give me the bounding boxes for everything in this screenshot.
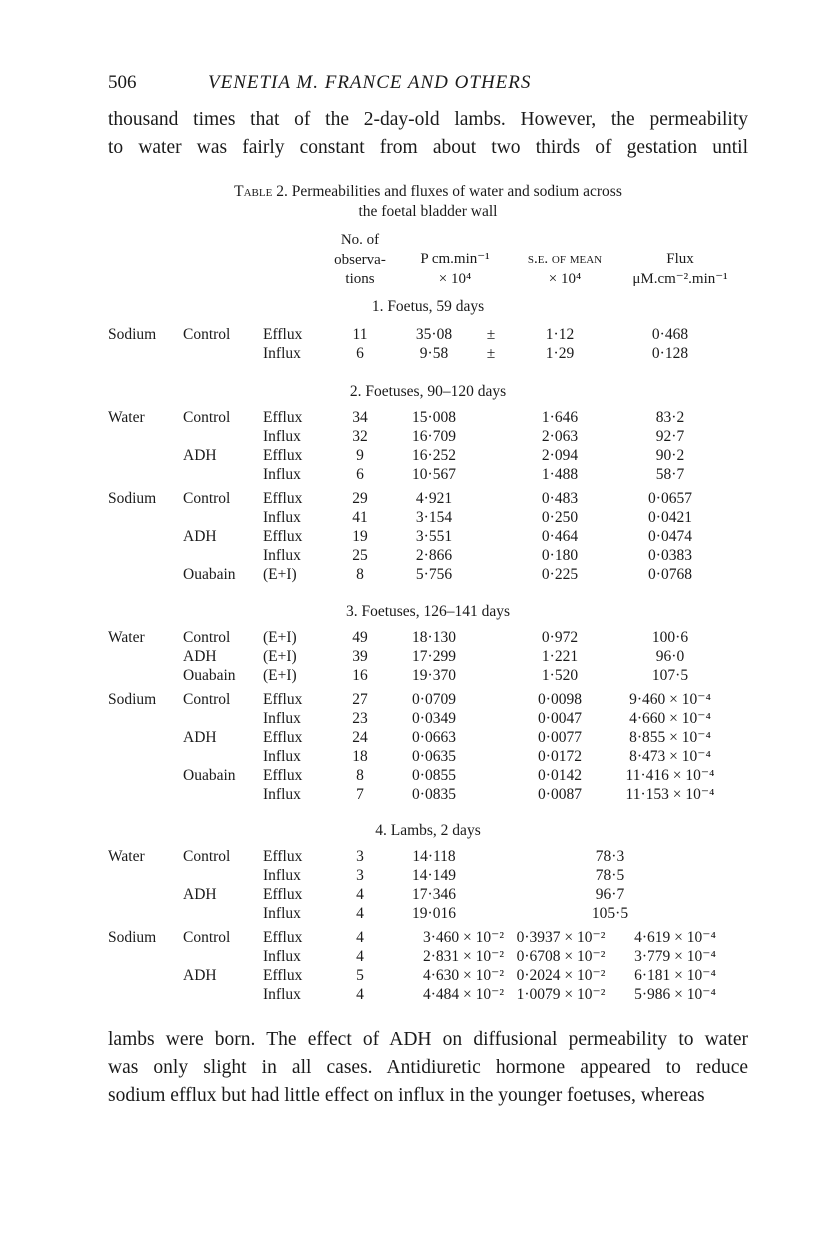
cell-observations: 8 — [356, 566, 364, 583]
cell-treatment: Control — [183, 490, 231, 507]
text-line: was only slight in all cases. Antidiuretic hormone appeared to reduce — [108, 1057, 748, 1078]
cell-permeability: 4·921 — [415, 490, 453, 507]
cell-direction: Influx — [263, 509, 301, 526]
cell-direction: Efflux — [263, 409, 303, 426]
cell-treatment: ADH — [183, 886, 217, 903]
cell-substance: Sodium — [108, 929, 157, 946]
cell-substance: Sodium — [108, 490, 157, 507]
cell-observations: 19 — [352, 528, 368, 545]
cell-observations: 27 — [352, 691, 368, 708]
cell-observations: 25 — [352, 547, 368, 564]
cell-observations: 4 — [356, 905, 364, 922]
text-line: to water was fairly constant from about two thirds of gestation until — [108, 137, 748, 158]
cell-flux: 4·619 × 10⁻⁴ — [634, 929, 716, 946]
cell-treatment: Control — [183, 326, 231, 343]
cell-direction: Efflux — [263, 326, 303, 343]
cell-direction: (E+I) — [263, 667, 297, 684]
cell-se: 0·0172 — [538, 748, 582, 765]
text-line: lambs were born. The effect of ADH on diffusional permeability to water — [108, 1029, 748, 1050]
cell-direction: Influx — [263, 986, 301, 1003]
column-header-permeability — [400, 250, 510, 289]
cell-permeability: 9·58 — [419, 345, 449, 362]
cell-observations: 5 — [356, 967, 364, 984]
header-line: μM.cm⁻².min⁻¹ — [632, 270, 728, 287]
cell-se: 1·488 — [541, 466, 579, 483]
cell-observations: 32 — [352, 428, 368, 445]
cell-treatment: Control — [183, 929, 231, 946]
cell-se: 0·0077 — [538, 729, 582, 746]
cell-observations: 23 — [352, 710, 368, 727]
cell-observations: 24 — [352, 729, 368, 746]
cell-flux: 8·855 × 10⁻⁴ — [629, 729, 711, 746]
running-title: VENETIA M. FRANCE AND OTHERS — [208, 72, 532, 93]
header-line: × 10⁴ — [548, 270, 582, 287]
cell-flux: 78·3 — [595, 848, 625, 865]
cell-substance: Sodium — [108, 691, 157, 708]
cell-se: 1·0079 × 10⁻² — [516, 986, 606, 1003]
cell-se: 0·972 — [541, 629, 579, 646]
cell-observations: 41 — [352, 509, 368, 526]
cell-se: 0·0087 — [538, 786, 582, 803]
caption-text: the foetal bladder wall — [358, 203, 498, 220]
cell-flux: 0·0768 — [648, 566, 692, 583]
cell-flux: 0·0383 — [648, 547, 692, 564]
cell-flux: 0·0474 — [648, 528, 692, 545]
cell-se: 0·0047 — [538, 710, 582, 727]
cell-se: 0·6708 × 10⁻² — [516, 948, 606, 965]
header-line: No. of — [340, 232, 380, 248]
cell-treatment: Control — [183, 629, 231, 646]
cell-flux: 0·468 — [651, 326, 689, 343]
cell-observations: 9 — [356, 447, 364, 464]
cell-observations: 39 — [352, 648, 368, 665]
cell-treatment: ADH — [183, 729, 217, 746]
cell-direction: Efflux — [263, 886, 303, 903]
cell-direction: Influx — [263, 547, 301, 564]
cell-permeability: 2·866 — [415, 547, 453, 564]
cell-flux: 0·0421 — [648, 509, 692, 526]
intro-paragraph — [108, 106, 748, 162]
cell-permeability: 0·0709 — [412, 691, 456, 708]
cell-flux: 90·2 — [655, 447, 685, 464]
cell-direction: Efflux — [263, 691, 303, 708]
cell-permeability: 3·551 — [415, 528, 453, 545]
cell-permeability: 10·567 — [412, 466, 456, 483]
cell-direction: (E+I) — [263, 566, 297, 583]
cell-observations: 8 — [356, 767, 364, 784]
cell-permeability: 0·0663 — [412, 729, 456, 746]
cell-flux: 3·779 × 10⁻⁴ — [634, 948, 716, 965]
cell-permeability: 17·346 — [412, 886, 456, 903]
cell-permeability: 16·709 — [412, 428, 456, 445]
cell-se: 0·0142 — [538, 767, 582, 784]
cell-se: 2·094 — [541, 447, 579, 464]
section-title: 1. Foetus, 59 days — [371, 298, 485, 315]
cell-permeability: 3·460 × 10⁻² — [423, 929, 504, 946]
table-label: Table 2. — [234, 183, 288, 200]
cell-flux: 11·153 × 10⁻⁴ — [625, 786, 715, 803]
table-caption — [108, 182, 748, 222]
cell-flux: 92·7 — [655, 428, 685, 445]
cell-permeability: 16·252 — [412, 447, 456, 464]
cell-treatment: ADH — [183, 967, 217, 984]
cell-treatment: ADH — [183, 447, 217, 464]
cell-flux: 5·986 × 10⁻⁴ — [634, 986, 716, 1003]
cell-flux: 9·460 × 10⁻⁴ — [629, 691, 711, 708]
cell-observations: 34 — [352, 409, 368, 426]
cell-flux: 100·6 — [651, 629, 689, 646]
cell-permeability: 0·0835 — [412, 786, 456, 803]
cell-observations: 11 — [352, 326, 368, 343]
cell-direction: Efflux — [263, 490, 303, 507]
cell-direction: Influx — [263, 748, 301, 765]
cell-permeability: 14·149 — [412, 867, 456, 884]
cell-flux: 107·5 — [651, 667, 689, 684]
cell-flux: 83·2 — [655, 409, 685, 426]
cell-flux: 0·128 — [651, 345, 689, 362]
cell-se: 0·2024 × 10⁻² — [516, 967, 606, 984]
header-line: P cm.min⁻¹ — [420, 251, 490, 267]
cell-observations: 3 — [356, 867, 364, 884]
cell-permeability: 0·0635 — [412, 748, 456, 765]
cell-direction: Influx — [263, 345, 301, 362]
cell-direction: Efflux — [263, 929, 303, 946]
cell-se: 1·221 — [541, 648, 579, 665]
cell-observations: 3 — [356, 848, 364, 865]
cell-direction: Influx — [263, 905, 301, 922]
cell-permeability: 18·130 — [412, 629, 456, 646]
text-line: sodium efflux but had little effect on influx in the younger foetuses, whereas — [108, 1085, 705, 1106]
cell-direction: Influx — [263, 786, 301, 803]
cell-se: 1·646 — [541, 409, 579, 426]
cell-observations: 4 — [356, 986, 364, 1003]
cell-observations: 6 — [356, 345, 364, 362]
cell-permeability: 4·630 × 10⁻² — [423, 967, 504, 984]
cell-se: 2·063 — [541, 428, 579, 445]
cell-flux: 96·0 — [655, 648, 685, 665]
outro-paragraph — [108, 1026, 748, 1110]
cell-flux: 96·7 — [595, 886, 625, 903]
cell-treatment: Control — [183, 691, 231, 708]
cell-observations: 4 — [356, 948, 364, 965]
cell-permeability: 35·08 — [415, 326, 453, 343]
cell-observations: 4 — [356, 929, 364, 946]
text-line: thousand times that of the 2-day-old lambs. However, the permeability — [108, 109, 748, 130]
section-title: 2. Foetuses, 90–120 days — [349, 383, 507, 400]
column-header-observations — [318, 231, 402, 290]
cell-observations: 16 — [352, 667, 368, 684]
cell-substance: Water — [108, 409, 145, 426]
header-line: tions — [345, 271, 375, 287]
cell-flux: 105·5 — [591, 905, 629, 922]
cell-permeability: 4·484 × 10⁻² — [423, 986, 504, 1003]
cell-direction: Influx — [263, 428, 301, 445]
header-line: Flux — [666, 251, 694, 267]
cell-observations: 18 — [352, 748, 368, 765]
header-line: s.e. of mean — [527, 251, 603, 267]
cell-se: 0·464 — [541, 528, 579, 545]
cell-flux: 11·416 × 10⁻⁴ — [625, 767, 715, 784]
cell-se: 1·29 — [545, 345, 575, 362]
cell-permeability: 3·154 — [415, 509, 453, 526]
cell-observations: 49 — [352, 629, 368, 646]
cell-substance: Water — [108, 629, 145, 646]
column-header-se — [510, 250, 620, 289]
cell-se: 1·520 — [541, 667, 579, 684]
cell-permeability: 15·008 — [412, 409, 456, 426]
cell-observations: 29 — [352, 490, 368, 507]
cell-treatment: Control — [183, 409, 231, 426]
column-header-flux — [615, 250, 745, 289]
cell-permeability: 17·299 — [412, 648, 456, 665]
cell-direction: Influx — [263, 948, 301, 965]
cell-treatment: Control — [183, 848, 231, 865]
cell-flux: 6·181 × 10⁻⁴ — [634, 967, 716, 984]
section-title: 4. Lambs, 2 days — [375, 822, 481, 839]
cell-substance: Water — [108, 848, 145, 865]
header-line: observa- — [334, 251, 386, 268]
cell-permeability: 19·370 — [412, 667, 456, 684]
cell-se: 0·483 — [541, 490, 579, 507]
cell-treatment: Ouabain — [183, 667, 236, 684]
cell-permeability: 5·756 — [415, 566, 453, 583]
cell-direction: Efflux — [263, 729, 303, 746]
cell-observations: 6 — [356, 466, 364, 483]
cell-permeability: 0·0349 — [412, 710, 456, 727]
cell-substance: Sodium — [108, 326, 157, 343]
cell-se: 0·180 — [541, 547, 579, 564]
cell-observations: 4 — [356, 886, 364, 903]
cell-treatment: Ouabain — [183, 767, 236, 784]
cell-treatment: Ouabain — [183, 566, 236, 583]
cell-se: 0·225 — [541, 566, 579, 583]
cell-direction: Efflux — [263, 447, 303, 464]
cell-direction: Efflux — [263, 767, 303, 784]
cell-direction: Efflux — [263, 967, 303, 984]
cell-se: 1·12 — [545, 326, 575, 343]
caption-text: Permeabilities and fluxes of water and sodium across — [291, 183, 622, 200]
cell-direction: Influx — [263, 867, 301, 884]
cell-plusminus: ± — [486, 345, 496, 362]
cell-permeability: 19·016 — [412, 905, 456, 922]
cell-permeability: 0·0855 — [412, 767, 456, 784]
cell-flux: 78·5 — [595, 867, 625, 884]
cell-flux: 58·7 — [655, 466, 685, 483]
cell-flux: 4·660 × 10⁻⁴ — [629, 710, 711, 727]
cell-se: 0·0098 — [538, 691, 582, 708]
cell-se: 0·3937 × 10⁻² — [516, 929, 606, 946]
cell-direction: Influx — [263, 466, 301, 483]
cell-flux: 0·0657 — [648, 490, 692, 507]
cell-direction: Influx — [263, 710, 301, 727]
cell-direction: (E+I) — [263, 629, 297, 646]
cell-flux: 8·473 × 10⁻⁴ — [629, 748, 711, 765]
header-line: × 10⁴ — [438, 270, 472, 287]
cell-treatment: ADH — [183, 528, 217, 545]
cell-direction: Efflux — [263, 848, 303, 865]
cell-treatment: ADH — [183, 648, 217, 665]
page-number: 506 — [108, 72, 137, 93]
cell-direction: (E+I) — [263, 648, 297, 665]
cell-direction: Efflux — [263, 528, 303, 545]
cell-permeability: 14·118 — [412, 848, 456, 865]
cell-se: 0·250 — [541, 509, 579, 526]
cell-observations: 7 — [356, 786, 364, 803]
cell-plusminus: ± — [486, 326, 496, 343]
cell-permeability: 2·831 × 10⁻² — [423, 948, 504, 965]
section-title: 3. Foetuses, 126–141 days — [345, 603, 511, 620]
